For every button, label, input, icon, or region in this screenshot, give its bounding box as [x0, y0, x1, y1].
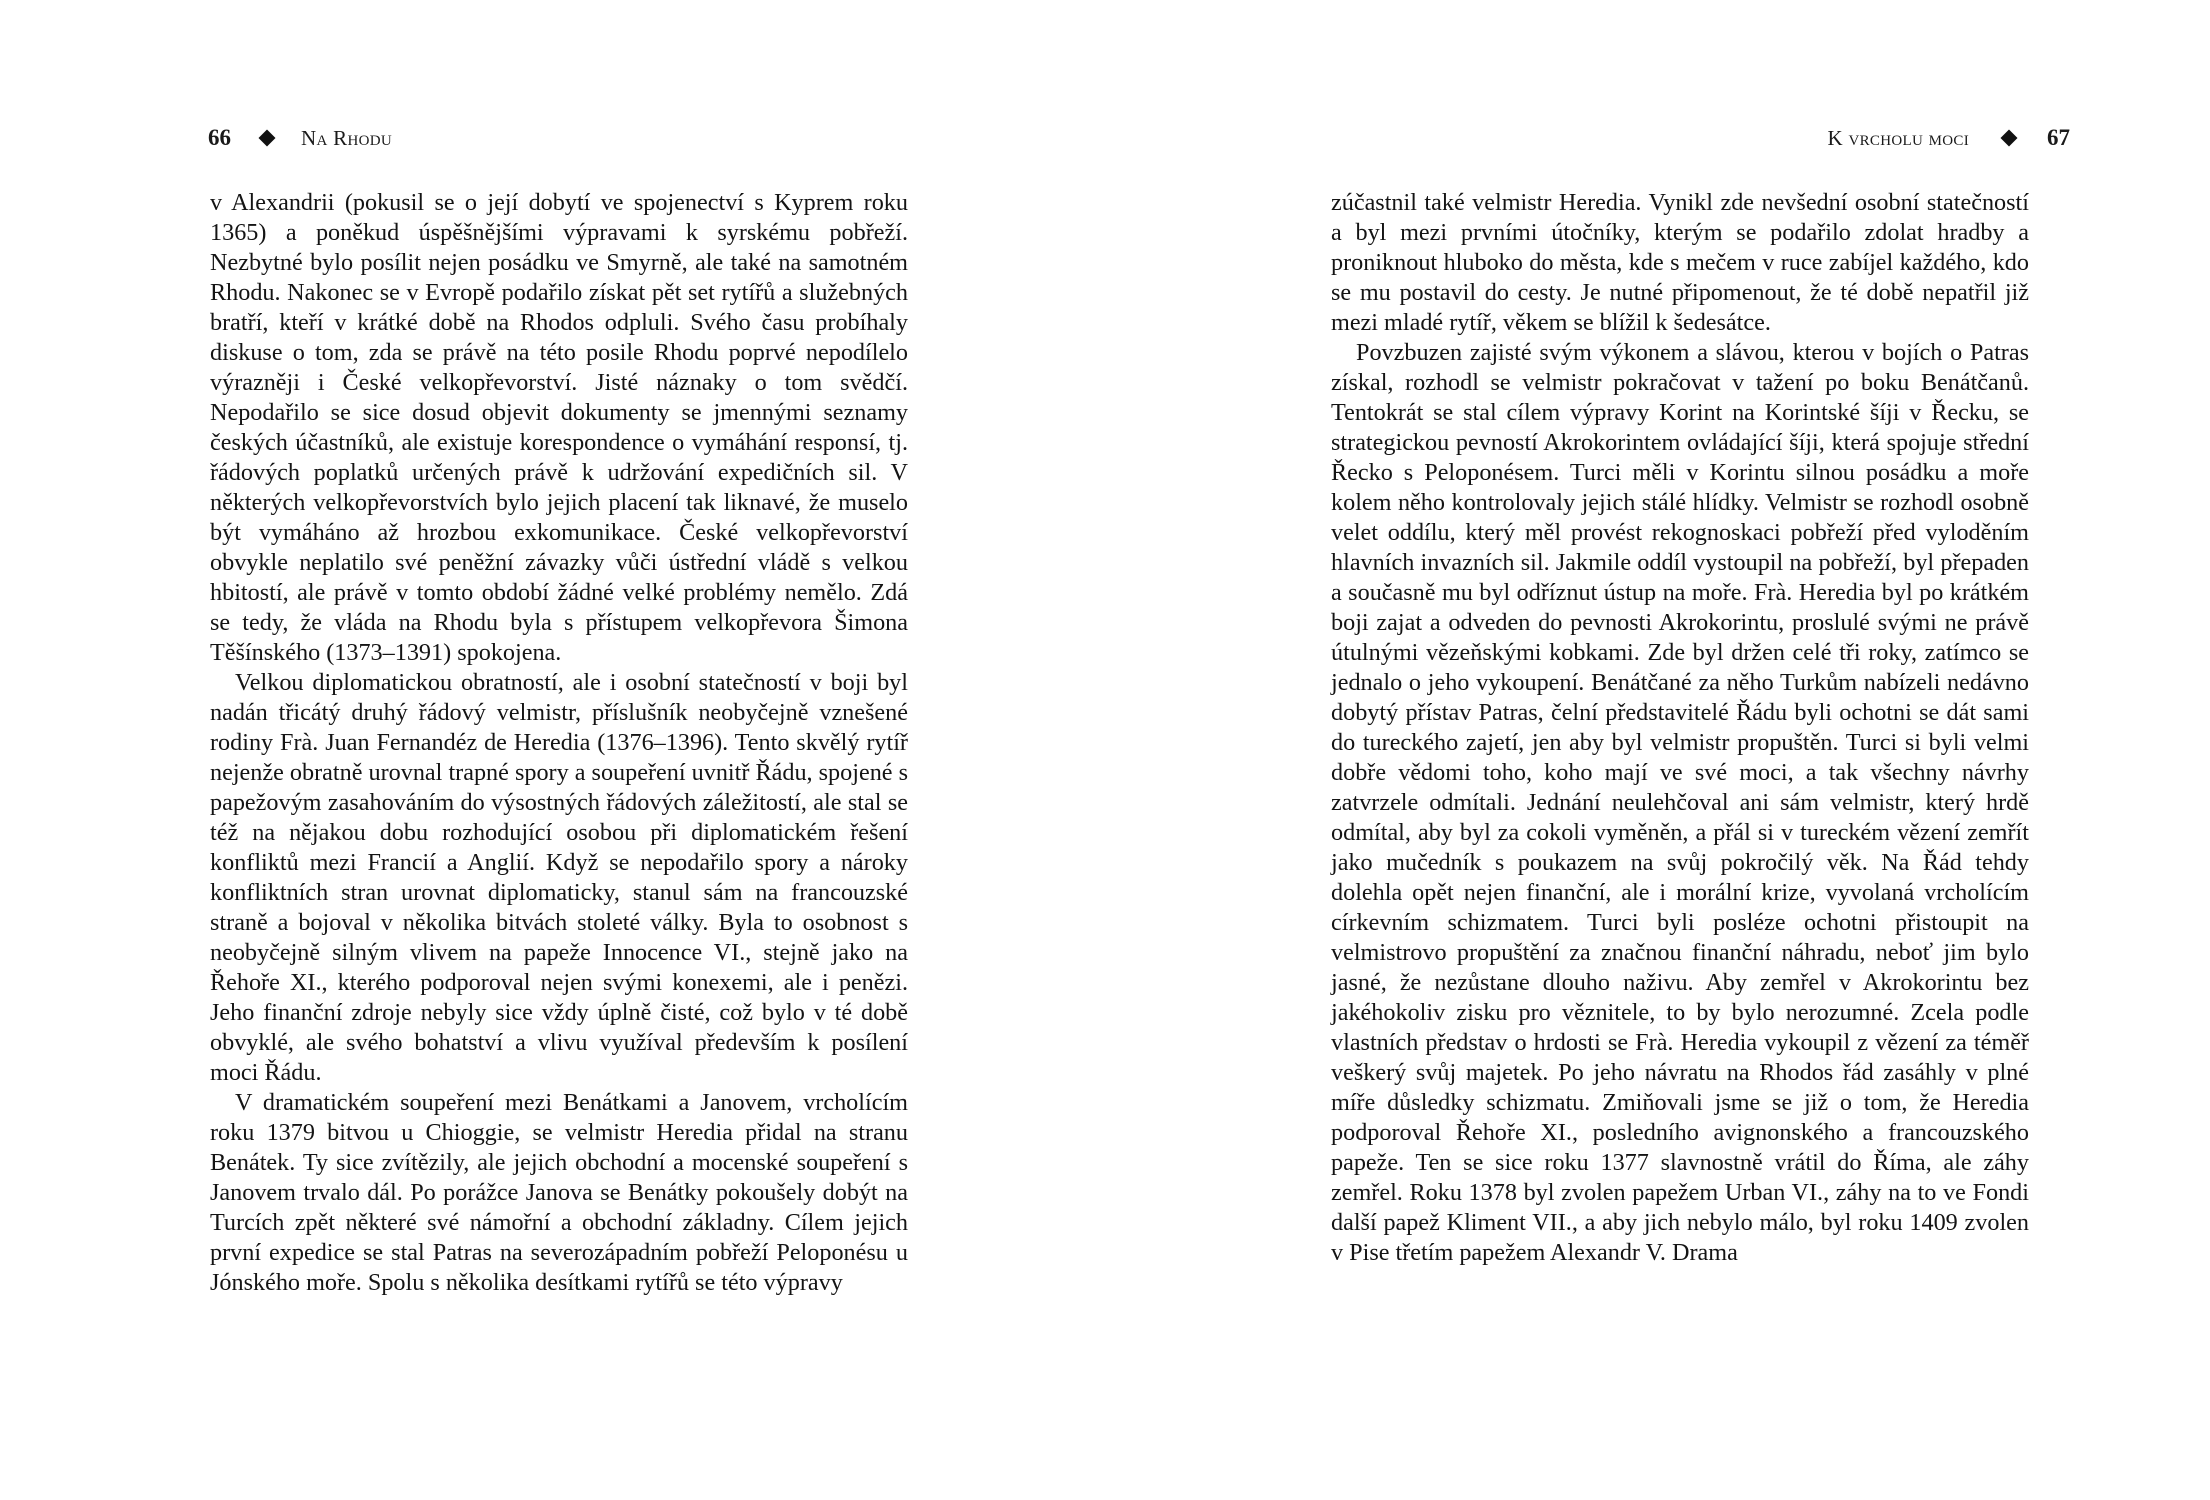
right-text-block [1331, 188, 2029, 1268]
diamond-ornament-icon [259, 130, 276, 147]
right-running-head-title: K vrcholu moci [1827, 125, 1969, 150]
left-running-head [208, 120, 392, 156]
left-running-head-title: Na Rhodu [301, 125, 392, 150]
left-paragraph-1: v Alexandrii (pokusil se o její dobytí ve spojenectví s Kyprem roku 1365) a poněkud úspěšnějšími výpravami k syrskému pobřeží. Nezbytné bylo posílit nejen posádku ve Smyrně, ale také na samotném Rhodu. Nakonec se v Evropě podařilo získat pět set rytířů a služebných bratří, kteří v krátké době na Rhodos odpluli. Svého času probíhaly diskuse o tom, zda se právě na této posile Rhodu poprvé nepodílelo výrazněji i České velkopřevorství. Jisté náznaky o tom svědčí. Nepodařilo se sice dosud objevit dokumenty se jmennými seznamy českých účastníků, ale existuje korespondence o vymáhání responsí, tj. řádových poplatků určených právě k udržování expedičních sil. V některých velkopřevorstvích bylo jejich placení tak liknavé, že muselo být vymáháno až hrozbou exkomunikace. České velkopřevorství obvykle neplatilo své peněžní závazky vůči ústřední vládě s velkou hbitostí, ale právě v tomto období žádné velké problémy nemělo. Zdá se tedy, že vláda na Rhodu byla s přístupem velkopřevora Šimona Těšínského (1373–1391) spokojena. [210, 189, 908, 666]
left-paragraph-3: V dramatickém soupeření mezi Benátkami a Janovem, vrcholícím roku 1379 bitvou u Chioggie, se velmistr Heredia přidal na stranu Benátek. Ty sice zvítězily, ale jejich obchodní a mocenské soupeření s Janovem trvalo dál. Po porážce Janova se Benátky pokoušely dobýt na Turcích zpět některé své námořní a obchodní základny. Cílem jejich první expedice se stal Patras na severozápadním pobřeží Peloponésu u Jónského moře. Spolu s několika desítkami rytířů se této výpravy [210, 1089, 908, 1296]
left-text-block [210, 188, 908, 1298]
right-paragraph-1: zúčastnil také velmistr Heredia. Vynikl zde nevšední osobní statečností a byl mezi prvními útočníky, kterým se podařilo zdolat hradby a proniknout hluboko do města, kde s mečem v ruce zabíjel každého, kdo se mu postavil do cesty. Je nutné připomenout, že té době nepatřil již mezi mladé rytíř, věkem se blížil k šedesátce. [1331, 189, 2029, 336]
right-paragraph-2: Povzbuzen zajisté svým výkonem a slávou, kterou v bojích o Patras získal, rozhodl se velmistr pokračovat v tažení po boku Benátčanů. Tentokrát se stal cílem výpravy Korint na Korintské šíji v Řecku, se strategickou pevností Akrokorintem ovládající šíji, která spojuje střední Řecko s Peloponésem. Turci měli v Korintu silnou posádku a moře kolem něho kontrolovaly jejich stálé hlídky. Velmistr se rozhodl osobně velet oddílu, který měl provést rekognoskaci pobřeží před vyloděním hlavních invazních sil. Jakmile oddíl vystoupil na pobřeží, byl přepaden a současně mu byl odříznut ústup na moře. Frà. Heredia byl po krátkém boji zajat a odveden do pevnosti Akrokorintu, proslulé svými ne právě útulnými vězeňskými kobkami. Zde byl držen celé tři roky, zatímco se jednalo o jeho vykoupení. Benátčané za něho Turkům nabízeli nedávno dobytý přístav Patras, čelní představitelé Řádu byli ochotni se dát sami do tureckého zajetí, jen aby byl velmistr propuštěn. Turci si byli velmi dobře vědomi toho, koho mají ve své moci, a tak všechny návrhy zatvrzele odmítali. Jednání neulehčoval ani sám velmistr, který hrdě odmítal, aby byl za cokoli vyměněn, a přál si v tureckém vězení zemřít jako mučedník s poukazem na svůj pokročilý věk. Na Řád tehdy dolehla opět nejen finanční, ale i morální krize, vyvolaná vrcholícím církevním schizmatem. Turci byli posléze ochotni přistoupit na velmistrovo propuštění za značnou finanční náhradu, neboť jim bylo jasné, že nezůstane dlouho naživu. Aby zemřel v Akrokorintu bez jakéhokoliv zisku pro věznitele, to by bylo nerozumné. Zcela podle vlastních představ o hrdosti se Frà. Heredia vykoupil z vězení za téměř veškerý svůj majetek. Po jeho návratu na Rhodos řád zasáhly v plné míře důsledky schizmatu. Zmiňovali jsme se již o tom, že Heredia podporoval Řehoře XI., posledního avignonského a francouzského papeže. Ten se sice roku 1377 slavnostně vrátil do Říma, ale záhy zemřel. Roku 1378 byl zvolen papežem Urban VI., záhy na to ve Fondi další papež Kliment VII., a aby jich nebylo málo, byl roku 1409 zvolen v Pise třetím papežem Alexandr V. Drama [1331, 339, 2029, 1266]
right-page-number: 67 [2047, 125, 2070, 150]
right-page [1105, 0, 2210, 1500]
left-paragraph-2: Velkou diplomatickou obratností, ale i osobní statečností v boji byl nadán třicátý druhý řádový velmistr, příslušník neobyčejně vznešené rodiny Frà. Juan Fernandéz de Heredia (1376–1396). Tento skvělý rytíř nejenže obratně urovnal trapné spory a soupeření uvnitř Řádu, spojené s papežovým zasahováním do výsostných řádových záležitostí, ale stal se též na nějakou dobu rozhodující osobou při diplomatickém řešení konfliktů mezi Francií a Anglií. Když se nepodařilo spory a nároky konfliktních stran urovnat diplomaticky, stanul sám na francouzské straně a bojoval v několika bitvách stoleté války. Byla to osobnost s neobyčejně silným vlivem na papeže Innocence VI., stejně jako na Řehoře XI., kterého podporoval nejen svými konexemi, ale i penězi. Jeho finanční zdroje nebyly sice vždy úplně čisté, což bylo v té době obvyklé, ale svého bohatství a vlivu využíval především k posílení moci Řádu. [210, 669, 908, 1086]
diamond-ornament-icon [2001, 130, 2018, 147]
left-page-number: 66 [208, 125, 231, 150]
right-running-head [1827, 120, 2070, 156]
